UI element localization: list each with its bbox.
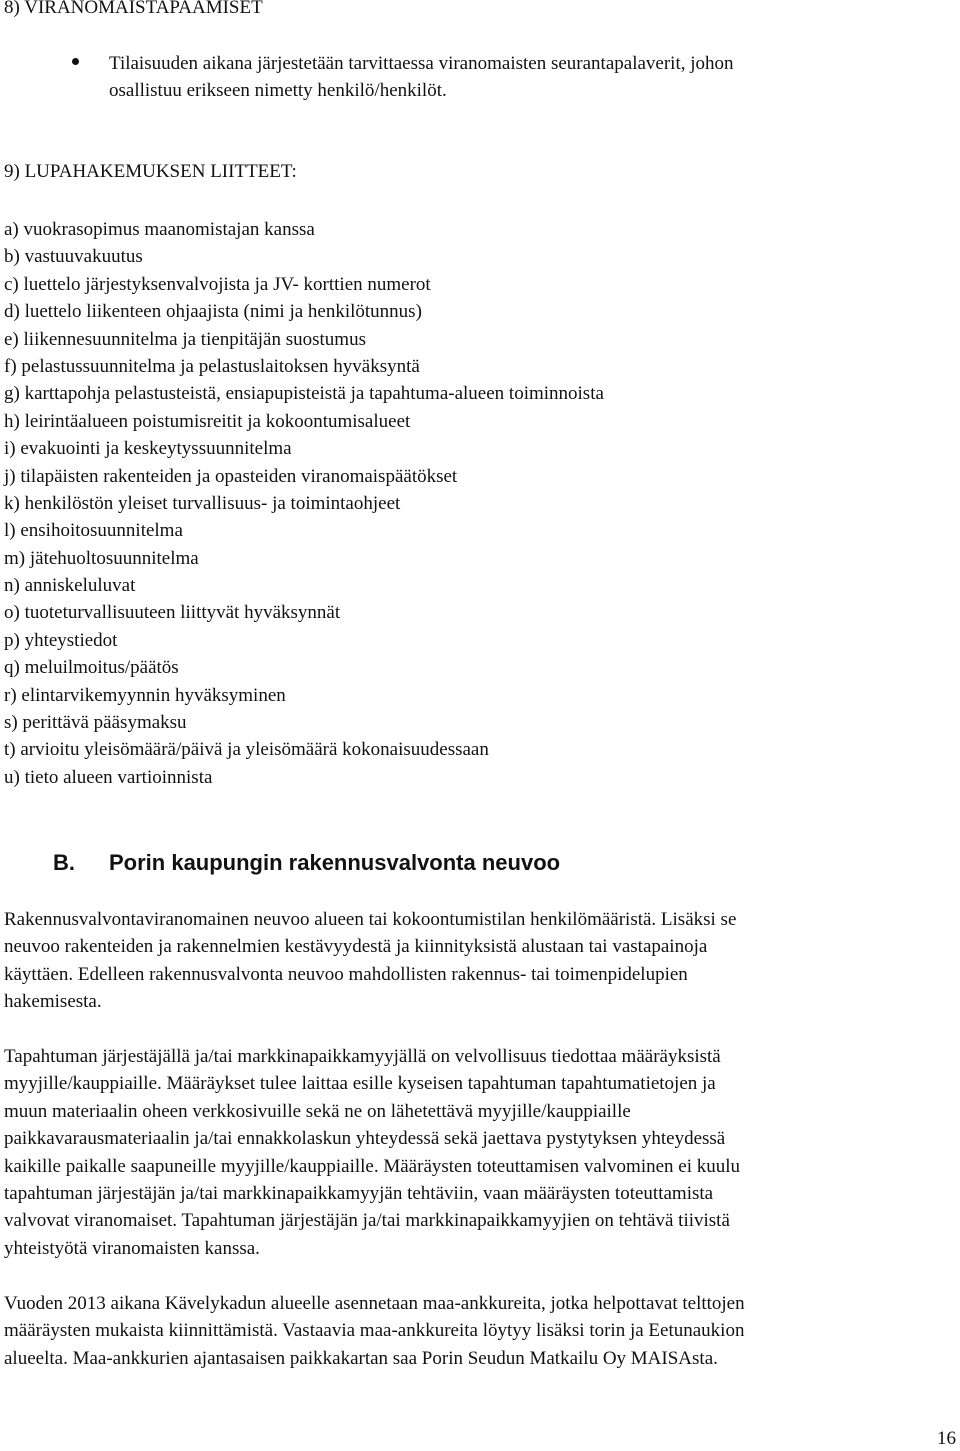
list-item: j) tilapäisten rakenteiden ja opasteiden viranomaispäätökset [4,465,458,487]
section-b-title: Porin kaupungin rakennusvalvonta neuvoo [109,850,561,875]
section-b-heading [53,847,560,879]
list-item: n) anniskeluluvat [4,575,136,597]
paragraph-line: Rakennusvalvontaviranomainen neuvoo alueen tai kokoontumistilan henkilömääristä. Lisäksi se [4,909,737,930]
bullet-line: Tilaisuuden aikana järjestetään tarvittaessa viranomaisten seurantapalaverit, johon [109,53,734,74]
paragraph-line: muun materiaalin oheen verkkosivuille sekä ne on lähetettävä myyjille/kauppiaille [4,1100,631,1122]
paragraph-line: kaikille paikalle saapuneille myyjille/kauppiaille. Määräysten toteuttamisen valvominen ei kuulu [4,1155,741,1177]
list-item: p) yhteystiedot [4,629,118,651]
paragraph-line: yhteistyötä viranomaisten kanssa. [4,1237,260,1259]
section-8-heading: 8) VIRANOMAISTAPAAMISET [4,0,263,18]
page-number: 16 [937,1428,956,1449]
paragraph-line: paikkavarausmateriaalin ja/tai ennakkolaskun yhteydessä sekä jaettava pystytyksen yhteydessä [4,1128,726,1150]
list-item: u) tieto alueen vartioinnista [4,766,213,788]
paragraph-line: myyjille/kauppiaille. Määräykset tulee laittaa esille kyseisen tapahtuman tapahtumatietojen ja [4,1073,716,1095]
list-item: i) evakuointi ja keskeytyssuunnitelma [4,438,292,460]
paragraph-line: tapahtuman järjestäjän ja/tai markkinapaikkamyyjän tehtäviin, vaan määräysten toteuttamista [4,1183,714,1205]
paragraph-line: Tapahtuman järjestäjällä ja/tai markkinapaikkamyyjällä on velvollisuus tiedottaa määräyksistä [4,1046,721,1067]
list-item: o) tuoteturvallisuuteen liittyvät hyväksynnät [4,602,341,624]
paragraph-ground-anchors [4,1290,745,1372]
paragraph-line: käyttäen. Edelleen rakennusvalvonta neuvoo mahdollisten rakennus- tai toimenpidelupien [4,963,688,985]
list-item: k) henkilöstön yleiset turvallisuus- ja toimintaohjeet [4,492,401,514]
paragraph-line: hakemisesta. [4,991,102,1013]
list-item: a) vuokrasopimus maanomistajan kanssa [4,219,315,240]
section-8-bullet [109,50,909,104]
list-item: b) vastuuvakuutus [4,246,143,268]
list-item: e) liikennesuunnitelma ja tienpitäjän suostumus [4,328,366,350]
list-item: f) pelastussuunnitelma ja pelastuslaitoksen hyväksyntä [4,355,420,377]
list-item: s) perittävä pääsymaksu [4,712,187,734]
appendix-list [4,216,604,791]
list-item: d) luettelo liikenteen ohjaajista (nimi ja henkilötunnus) [4,301,422,323]
bullet-line: osallistuu erikseen nimetty henkilö/henkilöt. [109,80,447,101]
bullet-icon [72,58,79,65]
paragraph-line: valvovat viranomaiset. Tapahtuman järjestäjän ja/tai markkinapaikkamyyjien on tehtävä tiivistä [4,1210,730,1232]
list-item: m) jätehuoltosuunnitelma [4,547,199,569]
paragraph-line: alueelta. Maa-ankkurien ajantasaisen paikkakartan saa Porin Seudun Matkailu Oy MAISAsta. [4,1347,718,1369]
list-item: g) karttapohja pelastusteistä, ensiapupisteistä ja tapahtuma-alueen toiminnoista [4,383,604,405]
paragraph-line: määräysten mukaista kiinnittämistä. Vastaavia maa-ankkureita löytyy lisäksi torin ja Eetunaukion [4,1320,745,1342]
paragraph-building-control [4,906,736,1016]
list-item: h) leirintäalueen poistumisreitit ja kokoontumisalueet [4,410,411,432]
paragraph-organizer-duties [4,1043,740,1262]
section-9-heading: 9) LUPAHAKEMUKSEN LIITTEET: [4,161,297,182]
list-item: l) ensihoitosuunnitelma [4,520,183,542]
list-item: q) meluilmoitus/päätös [4,657,179,679]
section-b-letter: B. [53,850,75,875]
paragraph-line: neuvoo rakenteiden ja rakennelmien kestävyydestä ja kiinnityksistä alustaan tai vastapainoja [4,936,708,958]
paragraph-line: Vuoden 2013 aikana Kävelykadun alueelle asennetaan maa-ankkureita, jotka helpottavat telttojen [4,1293,745,1314]
list-item: c) luettelo järjestyksenvalvojista ja JV- korttien numerot [4,273,431,295]
list-item: r) elintarvikemyynnin hyväksyminen [4,684,286,706]
list-item: t) arvioitu yleisömäärä/päivä ja yleisömäärä kokonaisuudessaan [4,739,489,761]
